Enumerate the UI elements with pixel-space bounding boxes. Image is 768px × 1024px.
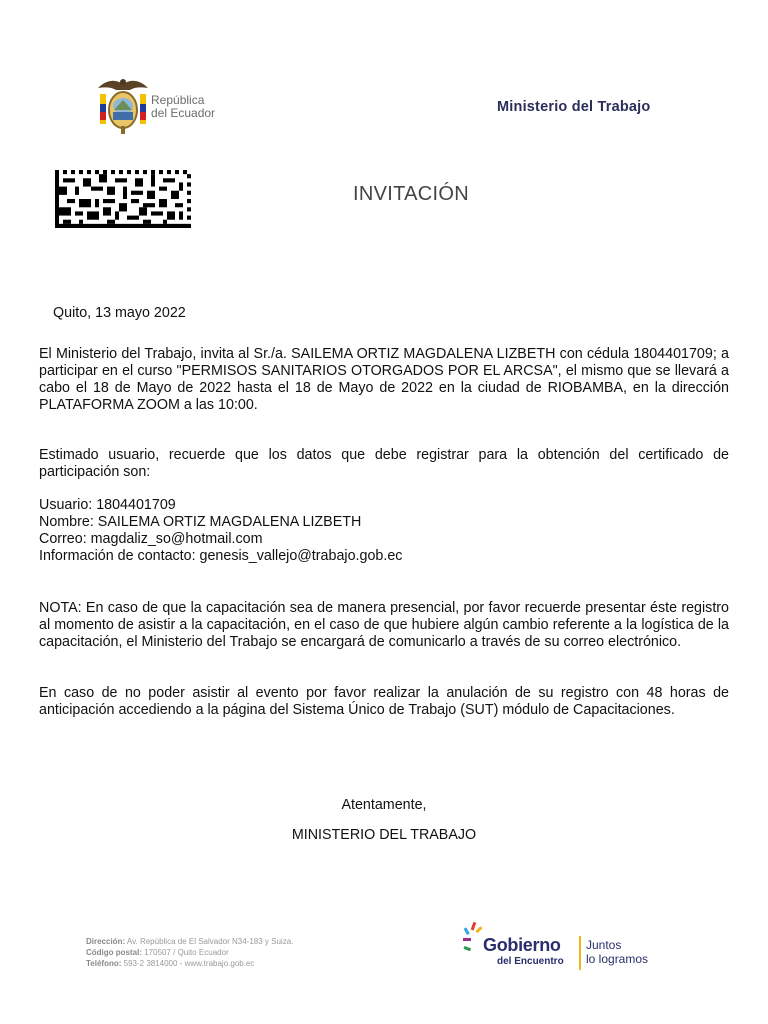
reminder-paragraph — [39, 447, 729, 481]
footer-address — [86, 936, 293, 969]
telefono-label: Teléfono: — [86, 959, 122, 968]
usuario-line: Usuario: 1804401709 — [39, 497, 176, 513]
del-ecuador-line: del Ecuador — [151, 106, 216, 120]
gobierno-slogan — [586, 938, 648, 966]
telefono-value: 593-2 3814000 - www.trabajo.gob.ec — [121, 959, 255, 968]
cancellation-text: En caso de no poder asistir al evento por favor realizar la anulación de su registro con 48 horas de anticipación accediendo a la página del Sistema Único de Trabajo (SUT) módulo de Capacitaciones. — [39, 685, 729, 718]
closing-greeting: Atentamente, — [341, 797, 427, 813]
nota-text: NOTA: En caso de que la capacitación sea de manera presencial, por favor recuerde presentar éste registro al momento de asistir a la capacitación, en el caso de que hubiere algún cambio referente a la logística de la capacitación, el Ministerio del Trabajo se encargará de comunicarlo a través de su correo electrónico. — [39, 600, 729, 650]
document-title: INVITACIÓN — [353, 183, 469, 205]
gobierno-word: Gobierno — [483, 935, 561, 955]
codigo-value: 170507 / Quito Ecuador — [142, 948, 229, 957]
footer-direccion — [86, 936, 293, 947]
correo-line: Correo: magdaliz_so@hotmail.com — [39, 531, 263, 547]
slogan-line-1: Juntos — [586, 938, 622, 952]
nota-paragraph — [39, 600, 729, 651]
closing-signature: MINISTERIO DEL TRABAJO — [291, 827, 477, 843]
invitation-paragraph — [39, 346, 729, 414]
republica-line: República — [151, 93, 205, 107]
slogan-line-2: lo logramos — [586, 952, 649, 966]
direccion-label: Dirección: — [86, 937, 126, 946]
footer-telefono — [86, 958, 293, 969]
nombre-line: Nombre: SAILEMA ORTIZ MAGDALENA LIZBETH — [39, 514, 362, 530]
ministerio-header-title: Ministerio del Trabajo — [497, 99, 651, 115]
contact-info-line: Información de contacto: genesis_vallejo@trabajo.gob.ec — [39, 548, 403, 564]
logo-divider — [579, 936, 581, 970]
registration-data-block — [39, 497, 729, 565]
coat-of-arms-icon — [96, 74, 150, 136]
date-line: Quito, 13 mayo 2022 — [53, 305, 186, 321]
direccion-value: Av. República de El Salvador N34-183 y Suiza. — [125, 937, 294, 946]
cancellation-paragraph — [39, 685, 729, 719]
gobierno-del-encuentro-logo — [463, 920, 673, 972]
reminder-text: Estimado usuario, recuerde que los datos que debe registrar para la obtención del certificado de participación son: — [39, 447, 729, 480]
republica-del-ecuador-logo — [96, 74, 236, 136]
footer-codigo — [86, 947, 293, 958]
invitation-text: El Ministerio del Trabajo, invita al Sr./a. SAILEMA ORTIZ MAGDALENA LIZBETH con cédula 1804401709; a participar en el curso "PERMISOS SANITARIOS OTORGADOS POR EL ARCSA", el mismo que se llevará a cabo el 18 de Mayo de 2022 hasta el 18 de Mayo de 2022 en la ciudad de RIOBAMBA, en la dirección PLATAFORMA ZOOM a las 10:00. — [39, 346, 729, 413]
codigo-label: Código postal: — [86, 948, 142, 957]
del-encuentro-word: del Encuentro — [497, 956, 564, 967]
republica-del-ecuador-text — [151, 94, 215, 120]
gobierno-burst-icon — [463, 920, 485, 970]
